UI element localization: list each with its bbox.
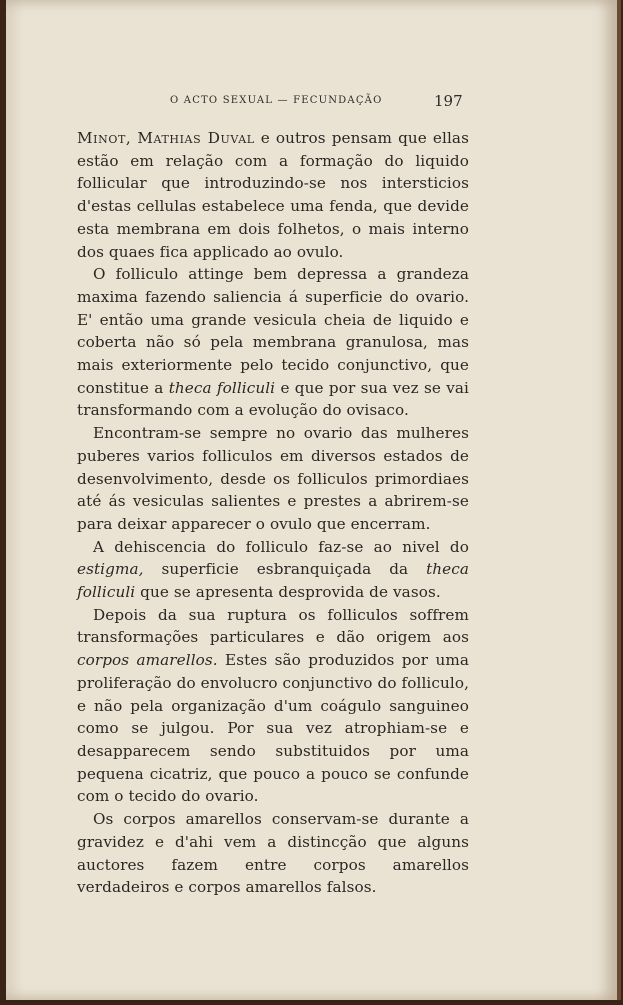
paragraph-text: A dehiscencia do folliculo faz-se ao nivel do [93, 537, 469, 556]
paragraph [77, 127, 469, 263]
paragraph [77, 263, 469, 422]
paragraph: Encontram-se sempre no ovario das mulheres puberes varios folliculos em diversos estados de desenvolvimento, desde os folliculos primordiaes até ás vesiculas salientes e prestes a abrirem-se para deixar apparecer o ovulo que encerram. [77, 424, 469, 533]
author-name: Mathias Duval [137, 129, 255, 147]
paragraph-text: que se apresenta desprovida de vasos. [135, 583, 441, 602]
page-header [0, 94, 623, 110]
paragraph [77, 604, 469, 808]
paragraph-text: Depois da sua ruptura os folliculos soffrem transformações particulares e dão origem aos [77, 605, 469, 647]
body-text [77, 127, 469, 899]
paragraph [77, 536, 469, 604]
italic-term: corpos amarellos. [77, 651, 218, 670]
page-number: 197 [434, 92, 463, 110]
paragraph-text: O folliculo attinge bem depressa a grandeza maxima fazendo saliencia á superficie do ovario. E' então uma grande vesicula cheia de liquido e coberta não só pela membrana granulosa, mas mais exteriormente pelo tecido conjunctivo, que constitue a [77, 265, 469, 397]
paragraph-text: e que por sua vez se vai transformando com a evolução do ovisaco. [77, 378, 470, 420]
paragraph-text: Estes são produzidos por uma proliferação do envolucro conjunctivo do folliculo, e não pela organização d'um coágulo sanguineo como se julgou. Por sua vez atrophiam-se e desapparecem sendo substituidos por uma pequena cicatriz, que pouco a pouco se confunde com o tecido do ovario. [77, 651, 469, 806]
paragraph: Os corpos amarellos conservam-se durante a gravidez e d'ahi vem a distincção que alguns auctores fazem entre corpos amarellos verdadeiros e corpos amarellos falsos. [77, 810, 469, 897]
running-title: O ACTO SEXUAL — FECUNDAÇÃO [170, 95, 383, 106]
italic-term: estigma, [77, 560, 144, 579]
author-name: Minot, [77, 129, 132, 147]
paragraph-text: e outros pensam que ellas estão em relação com a formação do liquido follicular que introduzindo-se nos intersticios d'estas cellulas estabelece uma fenda, que devide esta membrana em dois folhetos, o mais interno dos quaes fica applicado ao ovulo. [77, 129, 469, 261]
paragraph-text: superficie esbranquiçada da [143, 560, 427, 579]
italic-term: theca folliculi [168, 378, 276, 397]
italic-term: theca folliculi [77, 560, 469, 602]
